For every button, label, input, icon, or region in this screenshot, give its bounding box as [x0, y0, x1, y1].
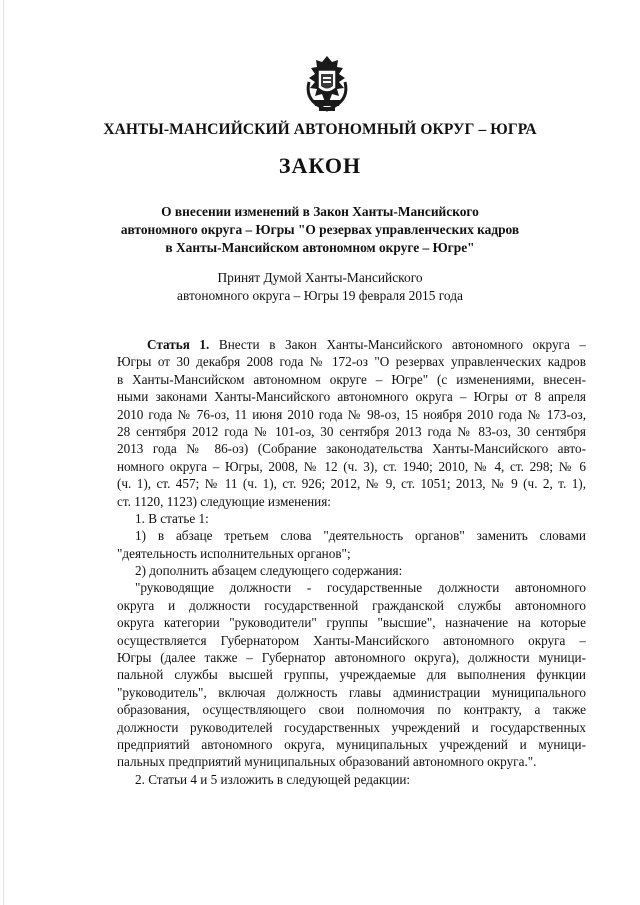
body-line: образования, осуществляющего свои полномочия по контракту, а также — [117, 702, 586, 718]
body-line: пальных предприятий муниципальных образований автономного округа.". — [117, 754, 537, 770]
article-label: Статья 1. — [147, 337, 210, 352]
adoption-line: автономного округа – Югры 19 февраля 2015 года — [177, 288, 463, 303]
body-line: 2013 года № 86-оз) (Собрание законодательства Ханты-Мансийского авто- — [117, 441, 586, 457]
body-line: пальной службы высшей группы, учреждаемые для выполнения функции — [117, 667, 586, 683]
body-line: округа и должности государственной гражданской службы автономного — [117, 597, 586, 613]
body-line: "руководящие должности - государственные должности автономного — [135, 580, 586, 596]
list-item-heading: 1. В статье 1: — [135, 510, 209, 526]
law-subject — [0, 203, 640, 257]
body-line: 2010 года № 76-оз, 11 июня 2010 года № 98-оз, 15 ноября 2010 года № 173-оз, — [117, 406, 586, 422]
region-heading: ХАНТЫ-МАНСИЙСКИЙ АВТОНОМНЫЙ ОКРУГ – ЮГРА — [103, 121, 537, 138]
body-line: в Ханты-Мансийском автономном округе – Югре" (с изменениями, внесен- — [117, 371, 586, 387]
body-line: осуществляется Губернатором Ханты-Мансийского автономного округа – — [117, 632, 586, 648]
document-type-title: ЗАКОН — [278, 153, 362, 178]
body-line: 28 сентября 2012 года № 101-оз, 30 сентября 2013 года № 83-оз, 30 сентября — [117, 423, 586, 439]
body-line: Югры от 30 декабря 2008 года № 172-оз "О резервах управленческих кадров — [117, 354, 586, 370]
body-line: номного округа – Югры, 2008, № 12 (ч. 3), ст. 1940; 2010, № 4, ст. 298; № 6 — [117, 458, 586, 474]
list-item-heading: 2. Статьи 4 и 5 изложить в следующей редакции: — [135, 771, 411, 787]
subject-line: О внесении изменений в Закон Ханты-Мансийского — [161, 204, 479, 219]
body-line: 1) в абзаце третьем слова "деятельность органов" заменить словами — [135, 528, 586, 544]
subject-line: в Ханты-Мансийском автономном округе – Югре" — [165, 240, 475, 255]
body-line: ст. 1120, 1123) следующие изменения: — [117, 493, 331, 509]
body-line: "руководитель", включая должность главы администрации муниципального — [117, 684, 586, 700]
adoption-line: Принят Думой Ханты-Мансийского — [217, 270, 423, 285]
list-item-heading: 2) дополнить абзацем следующего содержания: — [135, 563, 403, 579]
body-line: должности руководителей государственных учреждений и государственных — [117, 719, 586, 735]
body-line — [117, 336, 586, 353]
coat-of-arms-emblem-icon — [301, 54, 353, 114]
body-line: "деятельность исполнительных органов"; — [117, 545, 351, 561]
body-line: ными законами Ханты-Мансийского автономного округа – Югры от 8 апреля — [117, 389, 586, 405]
subject-line: автономного округа – Югры "О резервах управленческих кадров — [120, 222, 520, 237]
body-line-text: Внести в Закон Ханты-Мансийского автономного округа – — [209, 337, 586, 352]
body-line: предприятий автономного округа, муниципальных учреждений и муници- — [117, 736, 586, 752]
article-body — [117, 336, 586, 788]
body-line: (ч. 1), ст. 457; № 11 (ч. 1), ст. 926; 2012, № 9, ст. 1051; 2013, № 9 (ч. 2, т. 1), — [117, 476, 586, 492]
body-line: округа категории "руководители" группы "высшие", назначение на которые — [117, 615, 586, 631]
adoption-note — [0, 269, 640, 305]
body-line: Югры (далее также – Губернатор автономного округа), должности муници- — [117, 650, 586, 666]
